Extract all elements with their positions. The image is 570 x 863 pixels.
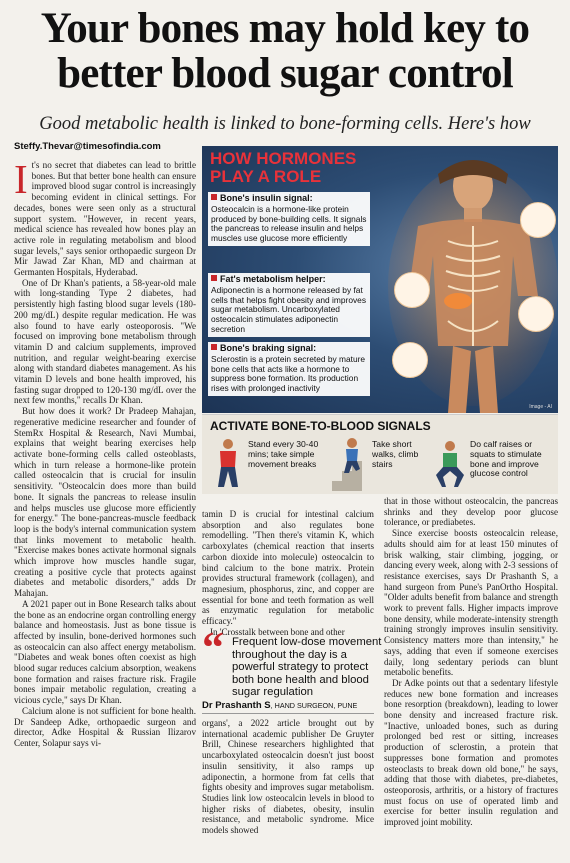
fat-cell-inset-icon (394, 272, 430, 308)
muscle-inset-icon (518, 296, 554, 332)
paragraph: organs', a 2022 article brought out by international academic publisher De Gruyter Brill, Chinese researchers highlighted that uncarboxylated osteocalcin doesn't just boost insulin sensitivity, it also ramps up adiponectin, a hormone from fat cells that fights obesity and improves sugar metabolism. Studies link low osteocalcin levels in blood to higher risks of diabetes, obesity, insulin resistance, and metabolic syndrome. Mice models showed (202, 718, 374, 836)
paragraph: In 'Crosstalk between bone and other (210, 626, 345, 637)
image-credit: Image - AI (529, 404, 552, 410)
lead-paragraph (14, 156, 196, 278)
paragraph: Dr Adke points out that a sedentary lifestyle reduces new bone formation and increases bone resorption (breakdown), leading to lower bone density and increased fracture risk. "Inactive, unloaded bones, such as during prolonged bed rest or sitting, increases production of sclerostin, a protein that suppresses bone formation and promotes osteoclasts to break down old bone," he says, adding that those with diabetes, pre-diabetes, osteoporosis, arthritis, or a history of fractures must focus on use of operated limb and exercise for better insulin regulation and improved joint mobility. (384, 677, 558, 828)
article-column-2 (202, 509, 374, 637)
pull-quote-attribution: Dr Prashanth S, HAND SURGEON, PUNE (202, 700, 358, 711)
paragraph: Calcium alone is not sufficient for bone health. Dr Sandeep Adke, orthopaedic surgeon and director, Adke Hospital & Russian Ilizarov Center, Solapur says vi- (14, 705, 196, 748)
hormones-infographic (202, 146, 558, 413)
article-column-3 (384, 496, 558, 828)
signal-tip: Stand every 30-40 mins; take simple movement breaks (248, 439, 319, 469)
article-column-1 (14, 156, 196, 749)
bullet-square-icon (211, 275, 217, 281)
quote-mark-icon: “ (202, 623, 224, 672)
standing-person-icon (210, 437, 246, 489)
bullet-square-icon (211, 194, 217, 200)
metabolism-helper-box: Fat's metabolism helper: Adiponectin is a hormone released by fat cells that helps fight obesity and improves sugar metabolism. Uncarboxylated osteocalcin stimulates adiponectin secretion (208, 273, 370, 337)
bone-cell-inset-icon (392, 342, 428, 378)
signals-title: ACTIVATE BONE-TO-BLOOD SIGNALS (210, 419, 431, 433)
bullet-square-icon (211, 344, 217, 350)
braking-signal-box: Bone's braking signal: Sclerostin is a protein secreted by mature bone cells that acts like a hormone to suppress bone formation. Its production rises with prolonged inactivity (208, 342, 370, 396)
paragraph: But how does it work? Dr Pradeep Mahajan, regenerative medicine researcher and founder of StemRx Hospital & Research, Navi Mumbai, explains that weight bearing exercises help activate bone-forming cells called osteoblasts, which in turn release a hormone-like protein called osteocalcin that is crucial for insulin sensitivity. "Osteocalcin does more than build bone. It signals the pancreas to release insulin and helps muscles use glucose more efficiently for energy." The bone-pancreas-muscle feedback loop is the body's internal communication system that links movement to metabolic health. "Exercise makes bones activate hormonal signals which improve how muscles handle sugar, creating a positive cycle that protects against diabetes and metabolic disorders," adds Dr Mahajan. (14, 406, 196, 599)
headline-line-2: better blood sugar control (57, 50, 513, 97)
paragraph: Since exercise boosts osteocalcin release, adults should aim for at least 150 minutes of brisk walking, stair climbing, jogging, or dancing every week, along with 2-3 sessions of resistance exercises, says Dr Prashanth S, a hand surgeon from Pune's PanOrtho Hospital. "Older adults benefit from balance and strength work to prevent falls. Higher impacts improve bone density, while moderate-intensity strength training strongly improves insulin sensitivity. Consistency matters more than intensity," he says, adding that even if someone exercises daily, long sedentary periods can blunt metabolic benefits. (384, 528, 558, 678)
infographic-title: HOW HORMONES PLAY A ROLE (210, 149, 357, 186)
paragraph: A 2021 paper out in Bone Research talks about the bone as an endocrine organ controlling energy balance and homeostasis. Just as bone tissue is affected by insulin, bone-derived hormones such as osteocalcin can also affect energy metabolism. "Diabetes and weak bones often coexist as high blood sugar reduces calcium absorption, weakens bone formation and raises fracture risk. Fragile bones impair metabolic regulation, creating a vicious cycle," says Dr Khan. (14, 598, 196, 706)
paragraph: that in those without osteocalcin, the pancreas shrinks and they develop poor glucose tolerance, or prediabetes. (384, 496, 558, 528)
insulin-signal-box: Bone's insulin signal: Osteocalcin is a hormone-like protein produced by bone-building cells. It signals the pancreas to release insulin and helps muscles use glucose more efficiently (208, 192, 370, 246)
bone-signals-panel (202, 414, 558, 494)
subheadline: Good metabolic health is linked to bone-forming cells. Here's how (39, 114, 531, 134)
headline (0, 6, 570, 96)
signal-tip: Do calf raises or squats to stimulate bone and improve glucose control (470, 439, 542, 479)
pull-quote (202, 623, 382, 699)
article-column-2-continued (202, 718, 374, 836)
paragraph: One of Dr Khan's patients, a 58-year-old male with long-standing Type 2 diabetes, had persistently high fasting blood sugar levels (180-200 mg/dL) despite regular medication. He was also found to have early osteoporosis. "We focused on improving bone metabolism through vitamin D and calcium supplements, improved nutrition, and regular weight-bearing exercise along with standard diabetes management. As his vitamin D levels and bone health improved, his fasting sugar dropped to 120-130 mg/dL over the next few months," recalls Dr Khan. (14, 277, 196, 406)
divider (202, 713, 374, 714)
byline-email[interactable]: Steffy.Thevar@timesofindia.com (14, 141, 161, 152)
lead-text: t's no secret that diabetes can lead to brittle bones. But that better bone health can ensure improved blood sugar control is increasingly becoming evident in clinical settings. For decades, bones were seen only as a structural support system. "However, in recent years, medical science has revealed how bones play an active role in regulating metabolism and blood sugar levels," says senior orthopaedic surgeon Dr Mir Jawad Zar Khan, MD and chairman at Germanten Hospitals, Hyderabad. (14, 160, 196, 278)
pull-quote-text: Frequent low-dose movement throughout the day is a powerful strategy to protect both bone health and blood sugar regulation (232, 636, 382, 699)
signal-tip: Take short walks, climb stairs (372, 439, 419, 469)
squat-exercise-icon (432, 439, 468, 489)
pancreas-inset-icon (520, 202, 556, 238)
paragraph: tamin D is crucial for intestinal calcium absorption and also regulates bone remodelling. "Then there's vitamin K, which carboxylates (chemical reaction that inserts carbon dioxide into molecule) osteocalcin to bind calcium to the bone matrix. Protein provides structural framework (collagen), and magnesium, phosphorus, zinc, and copper are essential for bone and teeth formation as well as enzymatic regulation for metabolic efficacy." (202, 509, 374, 627)
drop-cap: I (14, 156, 28, 202)
headline-line-1: Your bones may hold key to (40, 5, 530, 52)
stairs-walking-icon (332, 437, 372, 491)
